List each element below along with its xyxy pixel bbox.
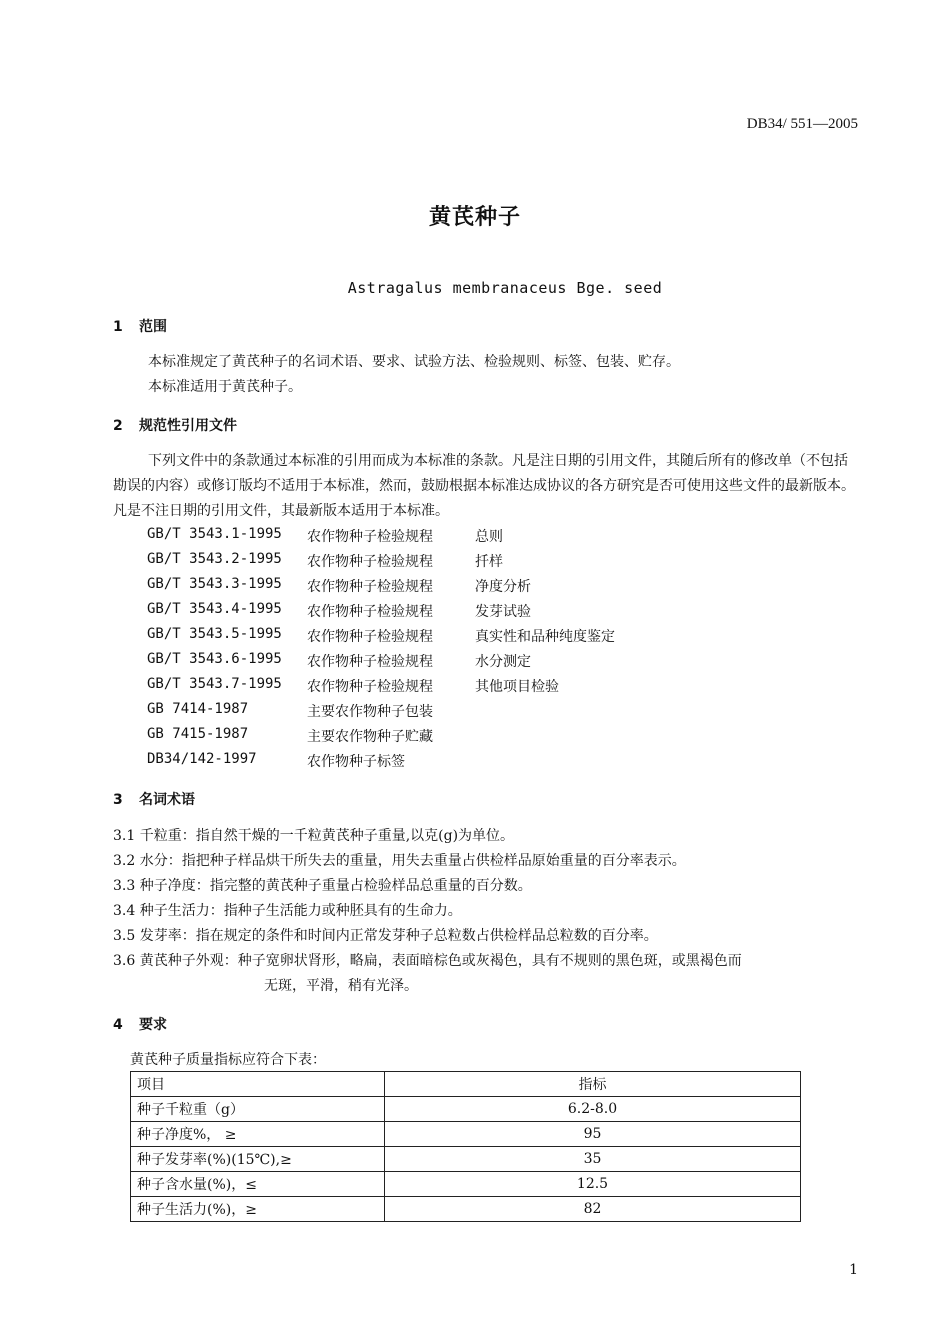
term-definition: 3.5 发芽率：指在规定的条件和时间内正常发芽种子总粒数占供检样品总粒数的百分率。 — [113, 928, 658, 944]
section-heading-requirements — [113, 1014, 167, 1034]
header-cell-index: 指标 — [385, 1072, 801, 1097]
reference-name: 农作物种子检验规程 — [307, 529, 433, 545]
section-number: 2 — [113, 418, 123, 434]
reference-code: GB/T 3543.1-1995 — [147, 526, 282, 542]
table-row — [131, 1097, 801, 1122]
section-number: 3 — [113, 792, 123, 808]
section-heading-scope — [113, 316, 167, 336]
table-cell-value: 12.5 — [385, 1172, 801, 1197]
document-subtitle: Astragalus membranaceus Bge. seed — [347, 279, 663, 297]
table-row — [131, 1147, 801, 1172]
table-cell-item: 种子发芽率(%)(15℃),≥ — [131, 1147, 385, 1172]
table-cell-value: 95 — [385, 1122, 801, 1147]
table-cell-value: 6.2-8.0 — [385, 1097, 801, 1122]
table-cell-item: 种子含水量(%)，≤ — [131, 1172, 385, 1197]
references-intro-text: 下列文件中的条款通过本标准的引用而成为本标准的条款。凡是注日期的引用文件，其随后所有的修改单（不包括勘误的内容）或修订版均不适用于本标准，然而，鼓励根据本标准达成协议的各方研究是否可使用这些文件的最新版本。凡是不注日期的引用文件，其最新版本适用于本标准。 — [113, 453, 855, 519]
section-heading-terms — [113, 789, 195, 809]
reference-name: 主要农作物种子包装 — [307, 704, 433, 720]
section-title: 范围 — [139, 319, 167, 335]
reference-name: 农作物种子标签 — [307, 754, 405, 770]
section-title: 名词术语 — [139, 792, 195, 808]
term-definition: 3.2 水分：指把种子样品烘干所失去的重量，用失去重量占供检样品原始重量的百分率表示。 — [113, 853, 686, 869]
reference-part: 总则 — [475, 529, 503, 545]
reference-code: GB 7415-1987 — [147, 726, 249, 742]
term-definition: 3.3 种子净度：指完整的黄芪种子重量占检验样品总重量的百分数。 — [113, 878, 532, 894]
reference-part: 净度分析 — [475, 579, 531, 595]
term-definition-continuation: 无斑，平滑，稍有光泽。 — [264, 978, 418, 994]
reference-name: 农作物种子检验规程 — [307, 629, 433, 645]
reference-code: GB/T 3543.2-1995 — [147, 551, 282, 567]
reference-name: 主要农作物种子贮藏 — [307, 729, 433, 745]
section-heading-references — [113, 415, 237, 435]
scope-paragraph-2: 本标准适用于黄芪种子。 — [148, 379, 302, 395]
reference-code: GB/T 3543.3-1995 — [147, 576, 282, 592]
reference-code: GB/T 3543.7-1995 — [147, 676, 282, 692]
table-cell-value: 35 — [385, 1147, 801, 1172]
header-cell-item: 项目 — [131, 1072, 385, 1097]
reference-part: 扦样 — [475, 554, 503, 570]
reference-part: 水分测定 — [475, 654, 531, 670]
section-title: 规范性引用文件 — [139, 418, 237, 434]
table-cell-item: 种子净度%， ≥ — [131, 1122, 385, 1147]
document-title: 黄芪种子 — [428, 205, 521, 230]
table-row — [131, 1122, 801, 1147]
term-definition: 3.4 种子生活力：指种子生活能力或种胚具有的生命力。 — [113, 903, 462, 919]
reference-name: 农作物种子检验规程 — [307, 679, 433, 695]
references-intro — [113, 449, 861, 524]
scope-paragraph-1: 本标准规定了黄芪种子的名词术语、要求、试验方法、检验规则、标签、包装、贮存。 — [148, 354, 680, 370]
reference-part: 发芽试验 — [475, 604, 531, 620]
reference-code: GB/T 3543.4-1995 — [147, 601, 282, 617]
table-cell-item: 种子生活力(%)，≥ — [131, 1197, 385, 1222]
reference-code: GB 7414-1987 — [147, 701, 249, 717]
reference-code: GB/T 3543.5-1995 — [147, 626, 282, 642]
section-number: 4 — [113, 1017, 123, 1033]
term-definition: 3.1 千粒重：指自然干燥的一千粒黄芪种子重量,以克(g)为单位。 — [113, 828, 515, 844]
table-row — [131, 1172, 801, 1197]
reference-name: 农作物种子检验规程 — [307, 604, 433, 620]
table-cell-item: 种子千粒重（g） — [131, 1097, 385, 1122]
reference-name: 农作物种子检验规程 — [307, 654, 433, 670]
table-header-row — [131, 1072, 801, 1097]
table-caption: 黄芪种子质量指标应符合下表： — [130, 1052, 326, 1068]
reference-name: 农作物种子检验规程 — [307, 579, 433, 595]
reference-code: DB34/142-1997 — [147, 751, 257, 767]
section-title: 要求 — [139, 1017, 167, 1033]
page-number: 1 — [849, 1262, 858, 1278]
quality-table — [130, 1071, 801, 1222]
reference-name: 农作物种子检验规程 — [307, 554, 433, 570]
reference-part: 其他项目检验 — [475, 679, 559, 695]
section-number: 1 — [113, 319, 123, 335]
term-definition: 3.6 黄芪种子外观：种子宽卵状肾形，略扁，表面暗棕色或灰褐色，具有不规则的黑色斑，或黑褐色而 — [113, 953, 742, 969]
table-cell-value: 82 — [385, 1197, 801, 1222]
reference-part: 真实性和品种纯度鉴定 — [475, 629, 615, 645]
table-row — [131, 1197, 801, 1222]
standard-code: DB34/ 551—2005 — [746, 116, 858, 132]
reference-code: GB/T 3543.6-1995 — [147, 651, 282, 667]
